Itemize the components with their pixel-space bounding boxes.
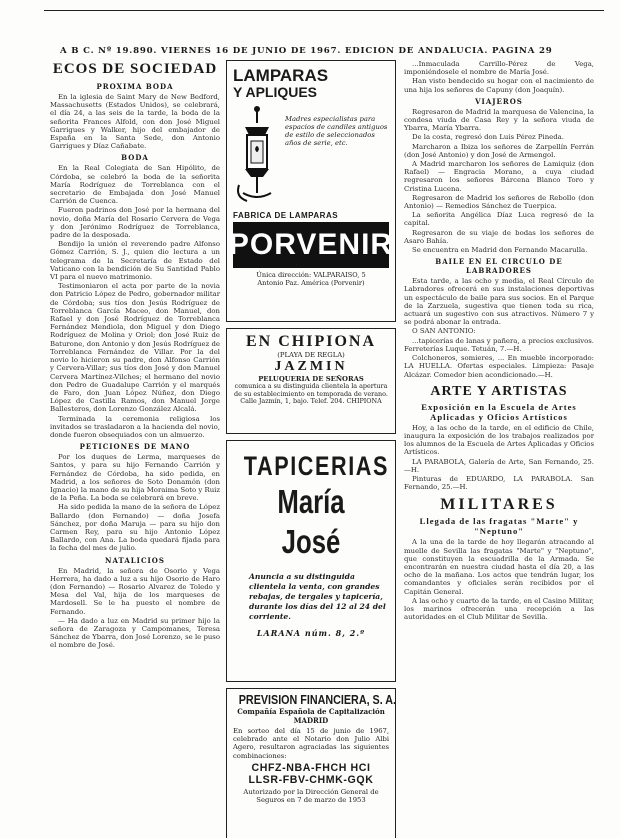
lamparas-ad: [226, 60, 396, 322]
lamparas-address: [227, 268, 395, 292]
prevision-text: En sorteo del día 15 de junio de 1967, celebrado ante el Notario don Julio Albi Agero, resultaron agraciadas las siguientes combinaciones:: [233, 727, 389, 760]
society-sections: [50, 82, 220, 650]
prevision-city: MADRID: [293, 716, 329, 725]
chipiona-ad: [226, 328, 396, 434]
lamp-illustration-row: [227, 101, 395, 209]
paragraph: ...tapicerías de lanas y pañera, a precios exclusivos. Ferreterías Luque. Tetuán, 7.—H.: [404, 336, 594, 353]
militares-title: MILITARES: [440, 496, 558, 514]
paragraph: En la iglesia de Saint Mary de New Bedford, Massachusetts (Estados Unidos), se celebrará, el día 24, a las seis de la tarde, la boda de la señorita Frances Alfold, con don José Miguel Garrigues y Walker, hijo del embajador de España en la Santa Sede, don Antonio Garrigues y Díaz Cañabate.: [50, 93, 220, 151]
paragraph: Colchoneros, somieres, ... En mueble incorporado: LA HUELLA. Ofertas especiales. Limpieza: Pasaje Alcázar. Comedor bien acondicionado.—H.: [404, 354, 594, 379]
club-items: [404, 277, 594, 378]
lamparas-copy: Madres especialistas para espacios de candiles antiguos de estilo de seleccionados años de serie, etc.: [285, 115, 388, 147]
militares-items: [404, 538, 594, 621]
paragraph: Se encuentra en Madrid don Fernando Macarulla.: [412, 246, 588, 255]
paragraph: Terminada la ceremonia religiosa los invitados se trasladaron a la hacienda del novio, donde fueron obsequiados con un almuerzo.: [50, 414, 220, 439]
paragraph: — Ha dado a luz en Madrid su primer hijo la señora de Zaragoza y Campomanes, Teresa Sánchez de Ybarra, don José Lorenzo, se le puso el nombre de José.: [50, 616, 220, 650]
section-heading: BODA: [121, 153, 149, 163]
militares-heading: Llegada de las fragatas "Marte" y "Neptuno": [419, 516, 579, 537]
section-heading: NATALICIOS: [105, 555, 165, 565]
paragraph: A Madrid marcharon los señores de Lamiquiz (don Rafael) — Engracia Morano, a cuya ciudad regresaron los señores Bárcena Blanco Toro y Cristina Lucena.: [404, 160, 594, 193]
paragraph: Fueron padrinos don José por la hermana del novio, doña María del Rosario Cervera de Vega y don Jerónimo Rodríguez de Torreblanca, padre de la desposada.: [50, 206, 220, 240]
prevision-title: PREVISION FINANCIERA, S. A.: [238, 693, 397, 707]
paragraph: Ha sido pedida la mano de la señora de López Ballardo (don Fernando) — doña Josefa Sánchez, por doña Maruja — para su hijo don Carmen Rey, para su hijo Antonio López Ballardo, con Ana. La boda quedará fijada para la fecha del mes de julio.: [50, 503, 220, 553]
jazmin-kind: PELUQUERIA DE SEÑORAS: [258, 375, 364, 383]
tapicerias-name: María José: [277, 483, 345, 560]
prevision-footer: Autorizado por la Dirección General de Seguros en 7 de marzo de 1953: [243, 787, 379, 805]
paragraph: Regresaron de Madrid los señores de Rebollo (don Antonio) — Remedios Sánchez de Tuerpica.: [404, 193, 594, 211]
arte-heading: Exposición en la Escuela de Artes Aplicadas y Oficios Artísticos: [421, 401, 577, 422]
paragraph: Han visto bendecido su hogar con el nacimiento de una hija los señores de Capuny (don Joaquín).: [404, 77, 594, 94]
paragraph: Marcharon a Ibiza los señores de Zarpellín Ferrán (don José Antonio) y don José de Armengol.: [404, 142, 594, 159]
paragraph: ...Inmaculada Carrillo-Pérez de Vega, imponiéndosele el nombre de María José.: [404, 60, 594, 77]
lamparas-address-line1: Única dirección: VALPARAISO, 5: [256, 271, 366, 279]
paragraph: Regresaron de su viaje de bodas los señores de Asaro Bahía.: [404, 228, 594, 245]
jazmin-name: JAZMIN: [274, 359, 348, 374]
viajeros-heading: VIAJEROS: [475, 96, 523, 106]
prevision-subtitle: Compañía Española de Capitalización: [237, 707, 385, 716]
tapicerias-text: Anuncia a su distinguida clientela la venta, con grandes rebajas, de tergales y tapicería, durante los días del 12 al 24 del corriente.: [249, 572, 386, 621]
news-top: [404, 60, 594, 94]
arte-items: [404, 424, 594, 492]
lamparas-address-line2: Antonio Paz. América (Porvenir): [257, 279, 365, 287]
section-title: ECOS DE SOCIEDAD: [52, 61, 218, 77]
column-news: [404, 60, 594, 621]
tapicerias-ad: [226, 440, 396, 682]
paragraph: Regresaron de Madrid la marquesa de Valencina, la condesa viuda de Casa Rey y la señora viuda de Ybarra, María Ybarra.: [404, 107, 594, 133]
paragraph: A las ocho y cuarto de la tarde, en el Casino Militar, los marinos ofrecerán una recepción a las autoridades en el Club Militar de Sevilla.: [404, 596, 594, 622]
paragraph: Testimoniaron el acta por parte de la novia don Patricio López de Pedro, gobernador militar de Córdoba; sus tíos don Jesús Rodríguez de Torreblanca García Maceo, don Manuel, don Rafael y don José Rodríguez de Torreblanca Fernández Mendiola, don Miguel y don Diego Rodríguez de Molina y Oriol; don José Ruiz de Baturone, don Antonio y don Jesús Rodríguez de Torreblanca Fernández de Villar. Por la del novio lo hicieron su padre, don Alfonso Carrión y Cervera-Villar; sus tíos don José y don Manuel Cervera Martínez-Vilches; el hermano del novio don Pedro de Guadalupe Carrión y el marqués de Faro, don Juan López Núñez, don Diego López de Castilla Ramos, don Manuel Jorge Ballesteros, don Lorenzo González Alcalá.: [50, 282, 220, 414]
viajeros-items: [404, 108, 594, 254]
chipiona-subtitle: (PLAYA DE REGLA): [277, 351, 345, 359]
paragraph: LA PARABOLA, Galería de Arte, San Fernando, 25.—H.: [404, 457, 594, 474]
chipiona-text: comunica a su distinguida clientela la apertura de su establecimiento en temporada de verano. Calle Jazmín, 1, bajo. Telef. 204. CHIPIONA: [234, 382, 388, 406]
paragraph: La señorita Angélica Díaz Luca regresó de la capital.: [404, 211, 594, 228]
paragraph: Bendijo la unión el reverendo padre Alfonso Gómez Carrión, S. J., quien dio lectura a un telegrama de la Secretaría de Estado del Vaticano con la bendición de Su Santidad Pablo VI para el nuevo matrimonio.: [50, 240, 220, 282]
section-heading: PROXIMA BODA: [96, 82, 174, 91]
paragraph: A la una de la tarde de hoy llegarán atracando al muelle de Sevilla las fragatas "Marte" y "Neptuno", que constituyen la escuadrilla de la Armada. Se encontrarán en nuestra ciudad hasta el día 20, a las ocho de la mañana. Los actos que tendrán lugar, los comandantes y oficiales serán recibidos por el Capitán General.: [404, 538, 594, 596]
paragraph: O SAN ANTONIO:: [412, 327, 476, 336]
lantern-illustration: [233, 105, 281, 205]
column-society: [50, 60, 220, 650]
prevision-ad: [226, 688, 396, 838]
top-rule: [44, 10, 604, 11]
arte-title: ARTE Y ARTISTAS: [430, 383, 568, 399]
paragraph: En Madrid, la señora de Osorio y Vega Herrera, ha dado a luz a su hijo Osorio de Haro (don Fernando) — Rosario Alvarez de Toledo y Mesa del Val, hija de los marqueses de Mardosell. Se le ha puesto el nombre de Fernando.: [50, 566, 220, 616]
paragraph: Hoy, a las ocho de la tarde, en el edificio de Chile, inaugura la exposición de los trabajos realizados por los alumnos de la Escuela de Artes Aplicadas y Oficios Artísticos.: [404, 423, 594, 457]
page-header: A B C. Nº 19.890. VIERNES 16 DE JUNIO DE 1967. EDICION DE ANDALUCIA. PAGINA 29: [60, 46, 553, 56]
porvenir-banner: [228, 222, 394, 268]
paragraph: En la Real Colegiata de San Hipólito, de Córdoba, se celebró la boda de la señorita María Rodríguez de Torreblanca con el secretario de Embajada don José Manuel Carrión de Cuenca.: [50, 164, 220, 206]
porvenir-brand: PORVENIR: [228, 228, 394, 261]
paragraph: Esta tarde, a las ocho y media, el Real Círculo de Labradores ofrecerá en sus instalaciones deportivas un espectáculo de baile para sus socios. En el Parque de la Zarzuela, sugestiva que tienen toda su rica, actuará un sugestivo con sus atractivos. Número 7 y se podrá abonar la entrada.: [404, 277, 594, 327]
section-heading: PETICIONES DE MANO: [79, 442, 191, 452]
column-ads: [226, 60, 396, 838]
paragraph: Pinturas de EDUARDO, LA PARABOLA. San Fernando, 25.—H.: [404, 474, 594, 492]
prevision-code-2: LLSR-FBV-CHMK-GQK: [248, 773, 374, 786]
apliques-title: Y APLIQUES: [233, 84, 318, 100]
paragraph: De la costa, regresó don Luis Pérez Pineda.: [412, 133, 564, 142]
prevision-code-1: CHFZ-NBA-FHCH HCI: [251, 761, 371, 774]
factory-label: FABRICA DE LAMPARAS: [233, 211, 339, 220]
club-heading: BAILE EN EL CIRCULO DE LABRADORES: [435, 257, 563, 276]
paragraph: Por los duques de Lerma, marqueses de Santos, y para su hijo Fernando Carrión y Fernández de Córdoba, ha sido pedida, en Madrid, a los señores de Soto Donamón (don Ignacio) la mano de su hija Moraima Soto y Ruiz de la Peña. La boda se celebrará en breve.: [50, 453, 220, 503]
tapicerias-address: LARANA núm. 8, 2.º: [256, 628, 366, 638]
tapicerias-title: TAPICERIAS: [243, 451, 390, 481]
chipiona-title: EN CHIPIONA: [245, 333, 376, 350]
lamparas-title: LAMPARAS: [233, 66, 329, 85]
